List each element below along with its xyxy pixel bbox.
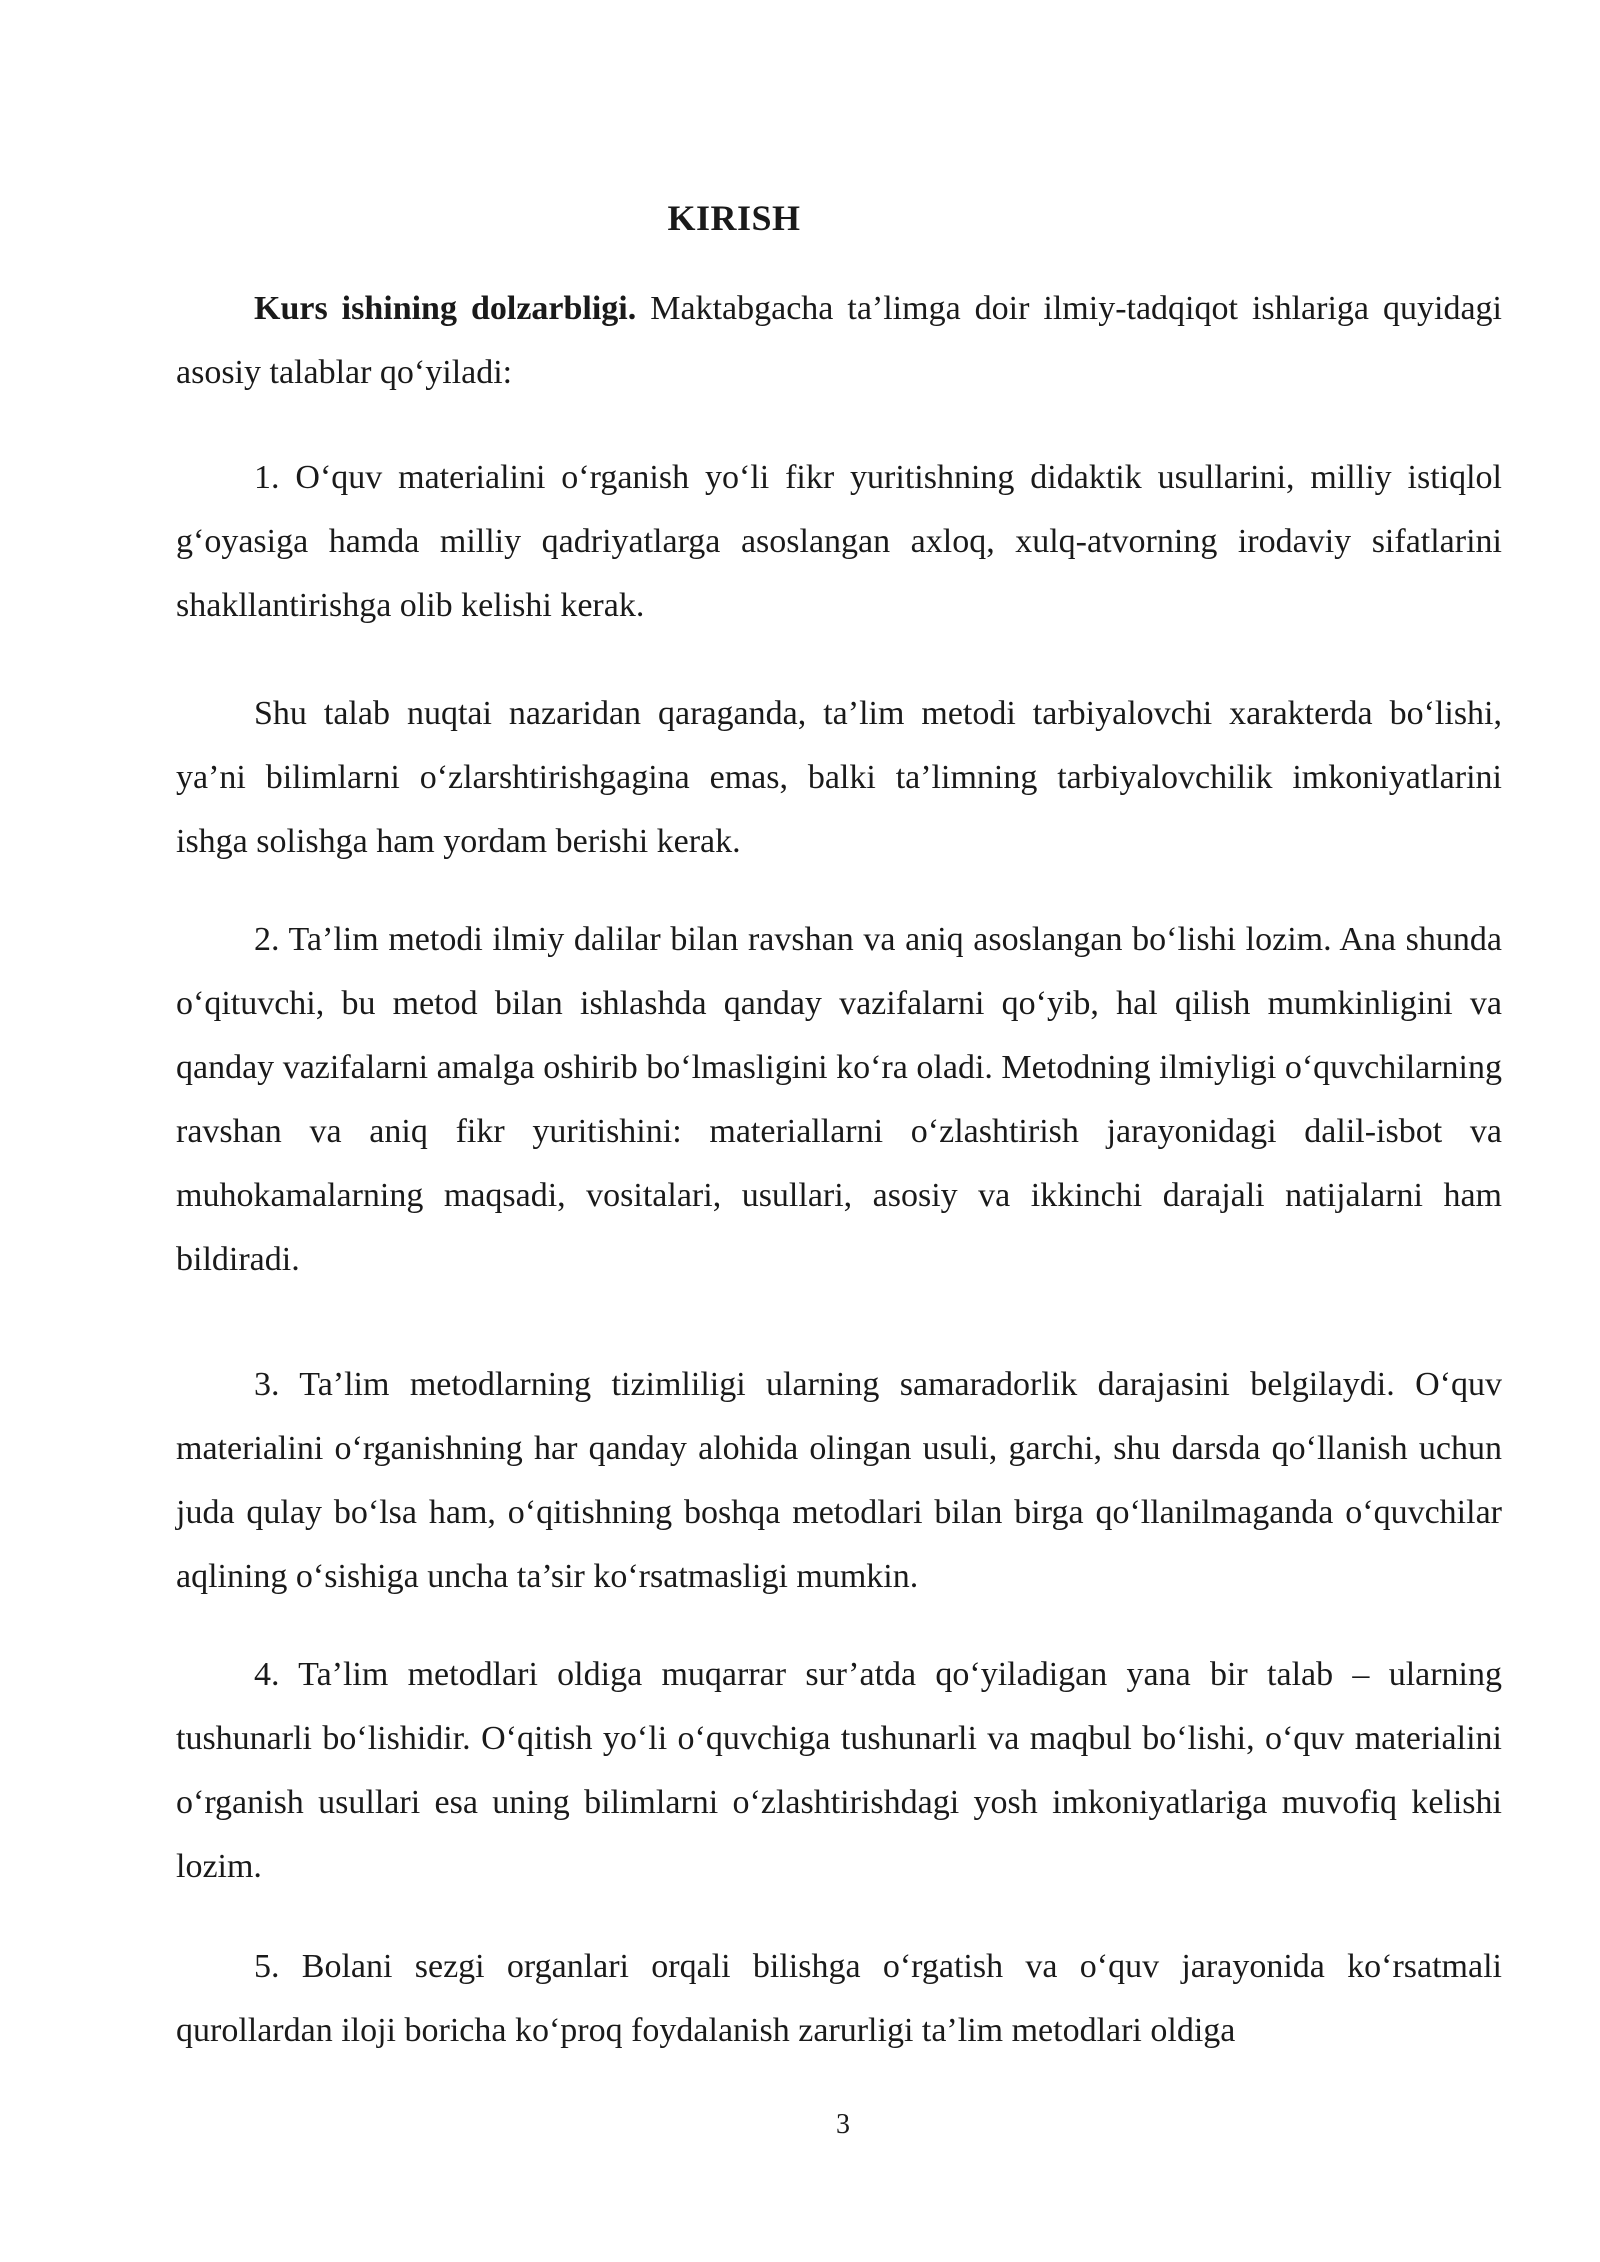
page-number: 3 (836, 2109, 850, 2140)
intro-lead: Kurs ishining dolzarbligi. (254, 290, 637, 327)
paragraph-item-2 (176, 682, 1502, 874)
paragraph-text: Shu talab nuqtai nazaridan qaraganda, ta’lim metodi tarbiyalovchi xarakterda bo‘lishi, ya’ni bilimlarni o‘zlarshtirishgagina emas, balki ta’limning tarbiyalovchilik imkoniyatlarini ishga solishga ham yordam berishi kerak. (176, 695, 1502, 860)
paragraph-text: 1. O‘quv materialini o‘rganish yo‘li fikr yuritishning didaktik usullarini, milliy istiqlol g‘oyasiga hamda milliy qadriyatlarga asoslangan axloq, xulq-atvorning irodaviy sifatlarini shakllantirishga olib kelishi kerak. (176, 459, 1502, 624)
paragraph-text: 5. Bolani sezgi organlari orqali bilishga o‘rgatish va o‘quv jarayonida ko‘rsatmali qurollardan iloji boricha ko‘proq foydalanish zarurligi ta’lim metodlari oldiga (176, 1948, 1502, 2049)
paragraph-text: 3. Ta’lim metodlarning tizimliligi ularning samaradorlik darajasini belgilaydi. O‘quv materialini o‘rganishning har qanday alohida olingan usuli, garchi, shu darsda qo‘llanish uchun juda qulay bo‘lsa ham, o‘qitishning boshqa metodlari bilan birga qo‘llanilmaganda o‘quvchilar aqlining o‘sishiga uncha ta’sir ko‘rsatmasligi mumkin. (176, 1366, 1502, 1595)
paragraph-item-6 (176, 1935, 1502, 2063)
section-heading: KIRISH (667, 198, 801, 238)
intro-text: Maktabgacha ta’limga doir ilmiy-tadqiqot ishlariga quyidagi asosiy talablar qo‘yiladi: (176, 290, 1502, 391)
intro-paragraph (176, 277, 1502, 405)
paragraph-item-4 (176, 1353, 1502, 1609)
paragraph-item-1 (176, 446, 1502, 638)
paragraph-item-5 (176, 1643, 1502, 1899)
paragraph-item-3 (176, 908, 1502, 1292)
intro-paragraph-text (176, 277, 1502, 405)
paragraph-text: 2. Ta’lim metodi ilmiy dalilar bilan ravshan va aniq asoslangan bo‘lishi lozim. Ana shunda o‘qituvchi, bu metod bilan ishlashda qanday vazifalarni qo‘yib, hal qilish mumkinligini va qanday vazifalarni amalga oshirib bo‘lmasligini ko‘ra oladi. Metodning ilmiyligi o‘quvchilarning ravshan va aniq fikr yuritishini: materiallarni o‘zlashtirish jarayonidagi dalil-isbot va muhokamalarning maqsadi, vositalari, usullari, asosiy va ikkinchi darajali natijalarni ham bildiradi. (176, 921, 1502, 1278)
paragraph-text: 4. Ta’lim metodlari oldiga muqarrar sur’atda qo‘yiladigan yana bir talab – ularning tushunarli bo‘lishidir. O‘qitish yo‘li o‘quvchiga tushunarli va maqbul bo‘lishi, o‘quv materialini o‘rganish usullari esa uning bilimlarni o‘zlashtirishdagi yosh imkoniyatlariga muvofiq kelishi lozim. (176, 1656, 1502, 1885)
